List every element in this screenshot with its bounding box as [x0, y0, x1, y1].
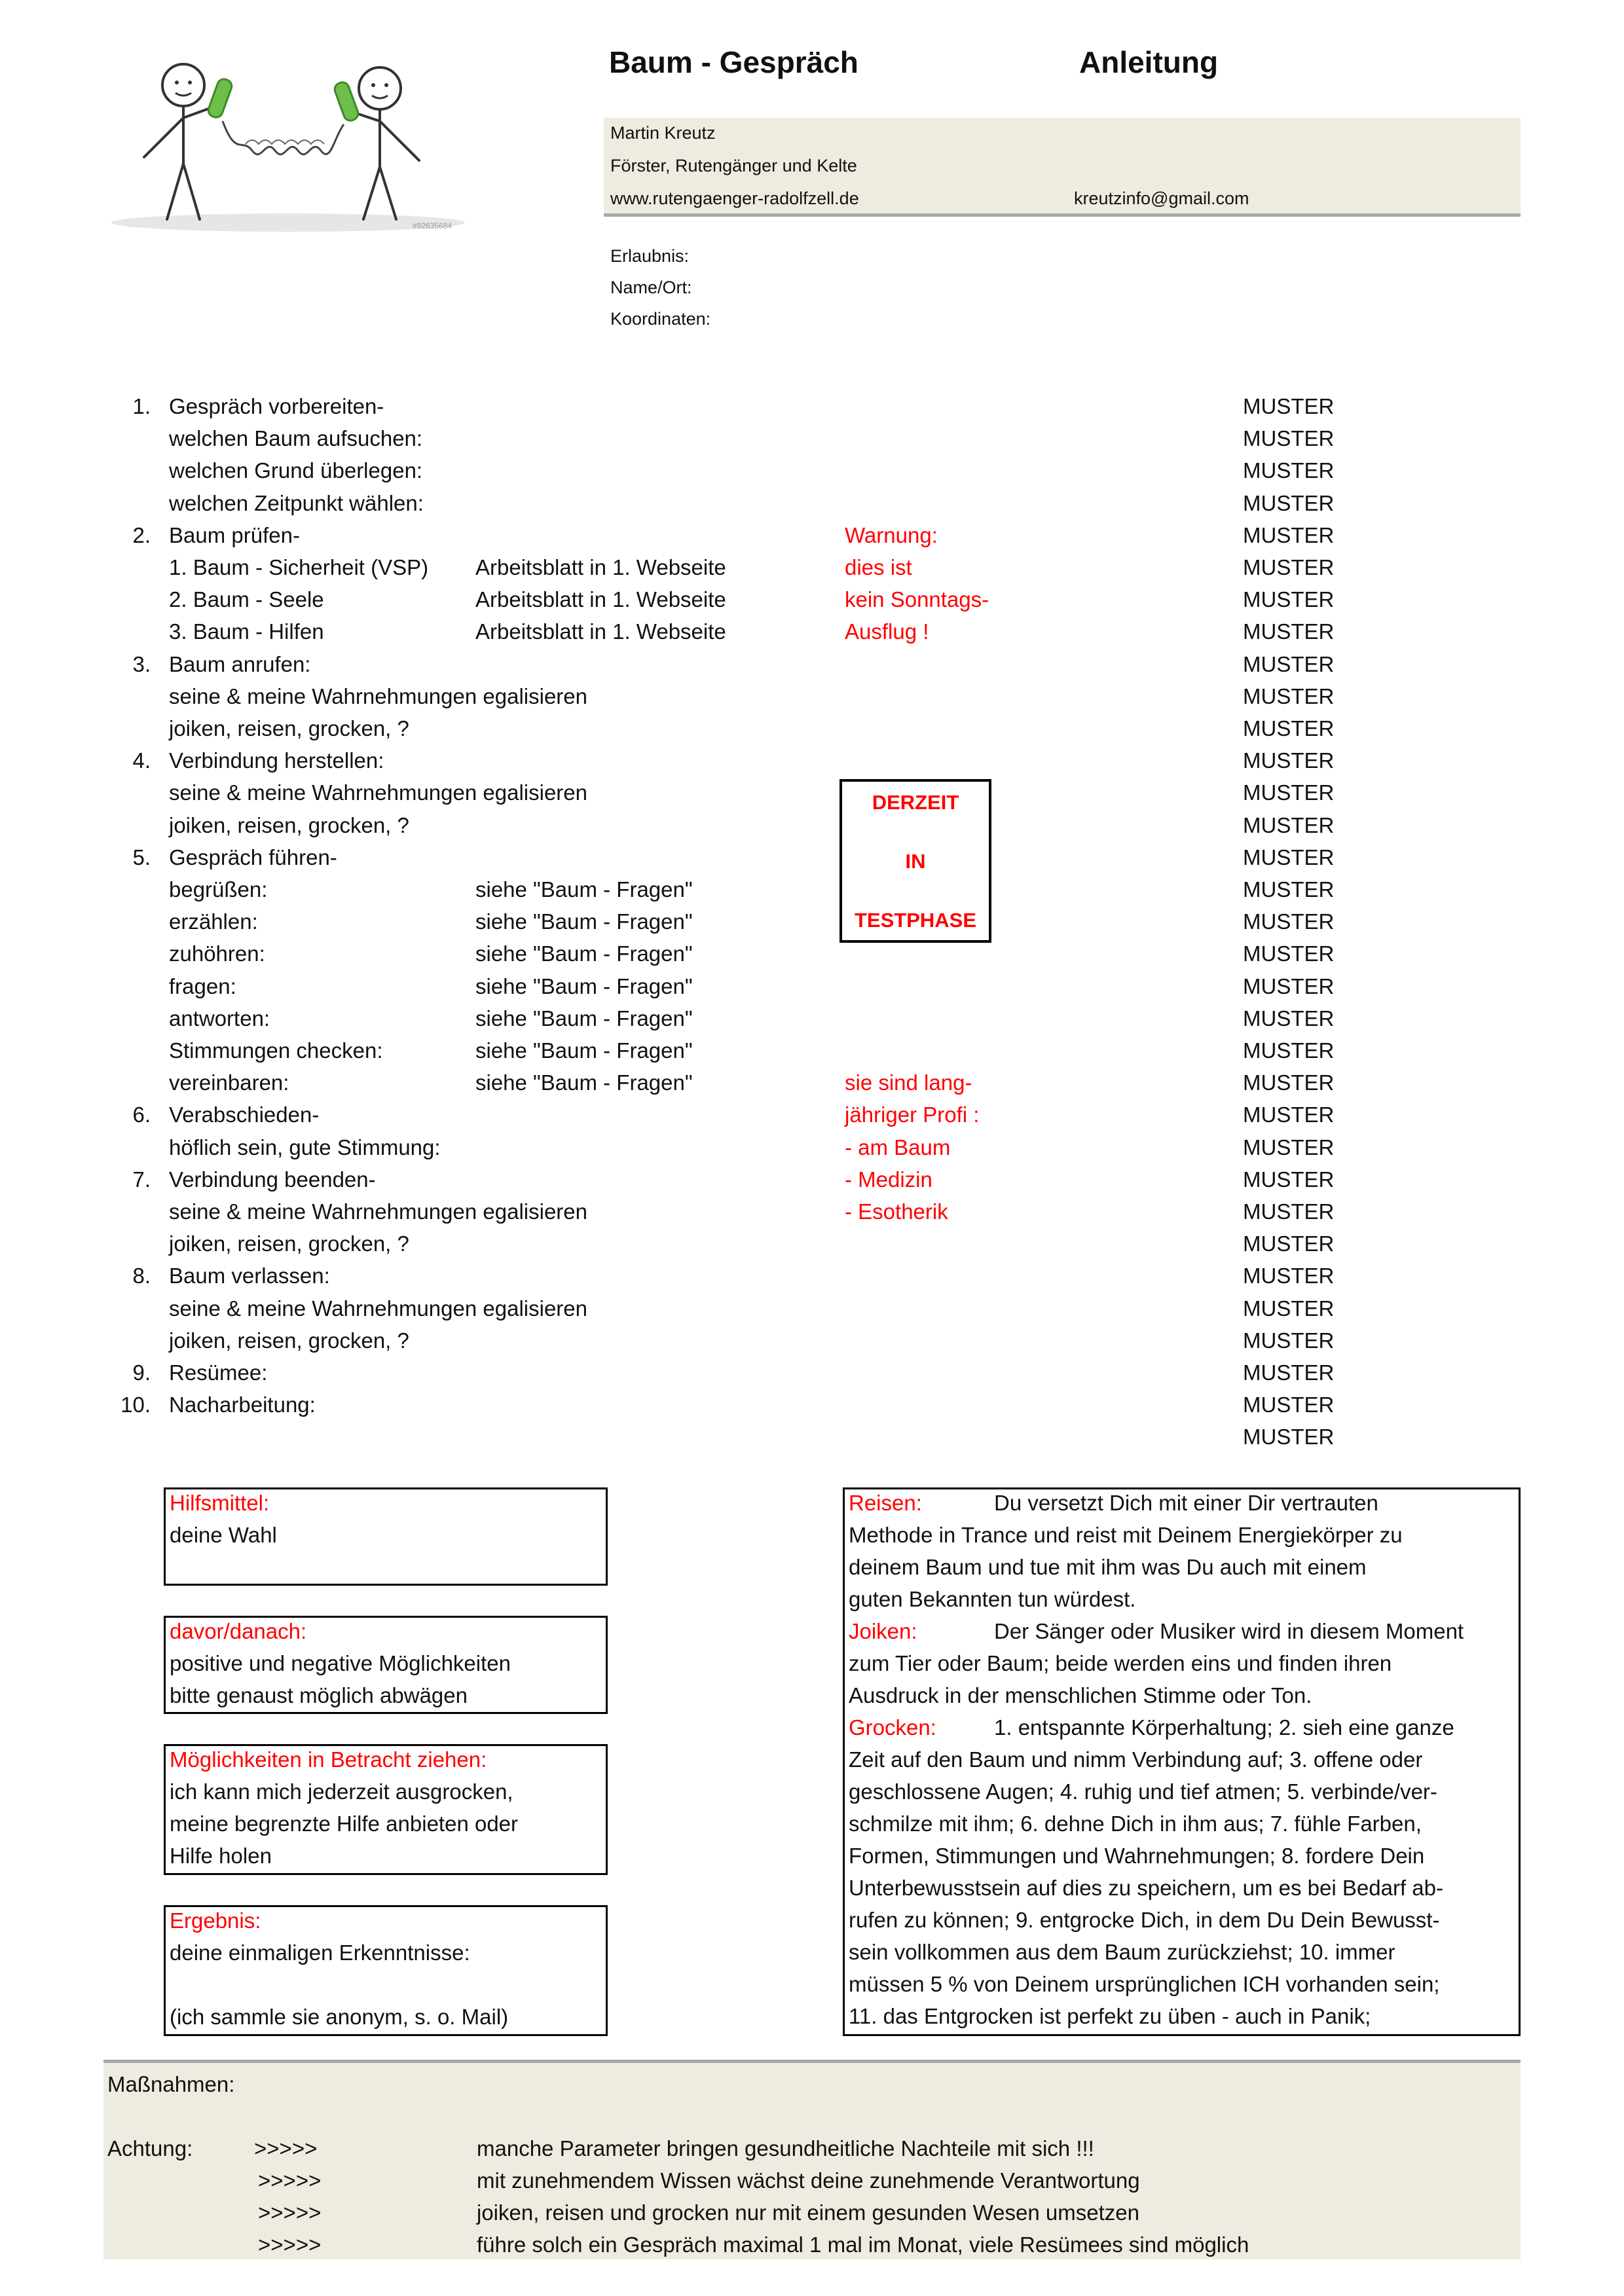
step-text: 1. Baum - Sicherheit (VSP): [169, 555, 429, 579]
step-number: 7.: [132, 1167, 151, 1192]
muster-label: MUSTER: [1243, 813, 1335, 837]
step-text: joiken, reisen, grocken, ?: [169, 813, 409, 837]
step-text: begrüßen:: [169, 877, 268, 902]
test-phase-line-3: TESTPHASE: [854, 909, 977, 932]
step-number: 2.: [132, 523, 151, 547]
method-term: Joiken:: [849, 1619, 917, 1643]
step-text: Nacharbeitung:: [169, 1393, 316, 1417]
step-reference: Arbeitsblatt in 1. Webseite: [475, 587, 726, 611]
step-note: dies ist: [845, 555, 912, 579]
measures-band: [103, 2060, 1521, 2259]
step-text: joiken, reisen, grocken, ?: [169, 1231, 409, 1256]
author-name: Martin Kreutz: [610, 123, 716, 143]
step-text: Stimmungen checken:: [169, 1038, 383, 1063]
arrow-marker: >>>>>: [254, 2136, 318, 2160]
step-text: Verbindung herstellen:: [169, 748, 384, 773]
muster-label: MUSTER: [1243, 780, 1335, 805]
step-number: 1.: [132, 394, 151, 418]
muster-label: MUSTER: [1243, 1167, 1335, 1192]
box-line: positive und negative Möglichkeiten: [170, 1651, 511, 1675]
step-text: höflich sein, gute Stimmung:: [169, 1135, 441, 1159]
step-text: 3. Baum - Hilfen: [169, 619, 324, 644]
muster-label: MUSTER: [1243, 587, 1335, 611]
muster-label: MUSTER: [1243, 426, 1335, 450]
step-text: antworten:: [169, 1006, 270, 1030]
step-text: seine & meine Wahrnehmungen egalisieren: [169, 1296, 587, 1321]
arrow-marker: >>>>>: [258, 2232, 322, 2257]
step-number: 9.: [132, 1360, 151, 1385]
image-id-label: #92635684: [413, 221, 452, 230]
box-title: Hilfsmittel:: [170, 1491, 270, 1515]
warning-line: mit zunehmendem Wissen wächst deine zunehmende Verantwortung: [477, 2168, 1140, 2193]
methods-box: [843, 1487, 1521, 2036]
step-text: fragen:: [169, 974, 236, 998]
test-phase-line-2: IN: [905, 850, 926, 873]
author-profession: Förster, Rutengänger und Kelte: [610, 156, 857, 175]
box-moeglichkeiten: [164, 1744, 608, 1875]
muster-label: MUSTER: [1243, 1038, 1335, 1063]
method-line: sein vollkommen aus dem Baum zurückziehst; 10. immer: [849, 1940, 1395, 1964]
muster-label: MUSTER: [1243, 1135, 1335, 1159]
muster-label: MUSTER: [1243, 684, 1335, 708]
muster-label: MUSTER: [1243, 1199, 1335, 1224]
muster-label: MUSTER: [1243, 619, 1335, 644]
measures-label: Maßnahmen:: [107, 2072, 235, 2096]
step-text: welchen Baum aufsuchen:: [169, 426, 423, 450]
arrow-marker: >>>>>: [258, 2200, 322, 2225]
box-title: davor/danach:: [170, 1619, 307, 1643]
muster-label: MUSTER: [1243, 458, 1335, 483]
box-line: deine einmaligen Erkenntnisse:: [170, 1941, 470, 1965]
box-hilfsmittel: [164, 1487, 608, 1586]
author-info-band: [604, 118, 1521, 217]
step-reference: siehe "Baum - Fragen": [475, 974, 693, 998]
step-text: seine & meine Wahrnehmungen egalisieren: [169, 684, 587, 708]
method-line: rufen zu können; 9. entgrocke Dich, in dem Du Dein Bewusst-: [849, 1908, 1440, 1932]
step-reference: siehe "Baum - Fragen": [475, 909, 693, 934]
muster-label: MUSTER: [1243, 491, 1335, 515]
method-line: guten Bekannten tun würdest.: [849, 1587, 1136, 1611]
test-phase-line-1: DERZEIT: [872, 791, 959, 814]
step-text: vereinbaren:: [169, 1070, 289, 1095]
author-email[interactable]: kreutzinfo@gmail.com: [1074, 189, 1249, 208]
method-line: geschlossene Augen; 4. ruhig und tief atmen; 5. verbinde/ver-: [849, 1779, 1437, 1804]
muster-label: MUSTER: [1243, 1393, 1335, 1417]
step-reference: Arbeitsblatt in 1. Webseite: [475, 619, 726, 644]
muster-label: MUSTER: [1243, 523, 1335, 547]
step-reference: siehe "Baum - Fragen": [475, 1006, 693, 1030]
step-text: erzählen:: [169, 909, 258, 934]
method-term: Grocken:: [849, 1715, 936, 1740]
muster-label: MUSTER: [1243, 941, 1335, 966]
step-text: Baum prüfen-: [169, 523, 300, 547]
step-note: kein Sonntags-: [845, 587, 989, 611]
method-line: Ausdruck in der menschlichen Stimme oder Ton.: [849, 1683, 1312, 1707]
step-note: Warnung:: [845, 523, 938, 547]
step-text: joiken, reisen, grocken, ?: [169, 716, 409, 740]
muster-label: MUSTER: [1243, 1070, 1335, 1095]
step-number: 8.: [132, 1264, 151, 1288]
muster-label: MUSTER: [1243, 555, 1335, 579]
box-line: bitte genaust möglich abwägen: [170, 1683, 468, 1707]
muster-label: MUSTER: [1243, 748, 1335, 773]
method-line: 11. das Entgrocken ist perfekt zu üben - auch in Panik;: [849, 2004, 1371, 2028]
box-line: meine begrenzte Hilfe anbieten oder: [170, 1812, 519, 1836]
box-ergebnis: [164, 1905, 608, 2036]
muster-label: MUSTER: [1243, 1425, 1335, 1449]
author-website[interactable]: www.rutengaenger-radolfzell.de: [610, 189, 859, 208]
step-number: 10.: [120, 1393, 151, 1417]
muster-label: MUSTER: [1243, 1102, 1335, 1127]
step-reference: siehe "Baum - Fragen": [475, 1070, 693, 1095]
warning-label: Achtung:: [107, 2136, 193, 2160]
step-text: Baum anrufen:: [169, 652, 311, 676]
muster-label: MUSTER: [1243, 1264, 1335, 1288]
muster-label: MUSTER: [1243, 1296, 1335, 1321]
coordinates-label: Koordinaten:: [610, 309, 711, 329]
muster-label: MUSTER: [1243, 1360, 1335, 1385]
name-place-label: Name/Ort:: [610, 278, 692, 297]
phone-call-illustration: [105, 59, 471, 236]
muster-label: MUSTER: [1243, 909, 1335, 934]
method-line: Unterbewusstsein auf dies zu speichern, um es bei Bedarf ab-: [849, 1876, 1443, 1900]
step-number: 6.: [132, 1102, 151, 1127]
method-line: Formen, Stimmungen und Wahrnehmungen; 8. fordere Dein: [849, 1844, 1425, 1868]
permission-label: Erlaubnis:: [610, 246, 690, 266]
document-subtitle: Anleitung: [1079, 45, 1219, 79]
box-title: Möglichkeiten in Betracht ziehen:: [170, 1747, 487, 1772]
muster-label: MUSTER: [1243, 1328, 1335, 1353]
method-line: Der Sänger oder Musiker wird in diesem Moment: [994, 1619, 1464, 1643]
muster-label: MUSTER: [1243, 652, 1335, 676]
method-line: zum Tier oder Baum; beide werden eins und finden ihren: [849, 1651, 1392, 1675]
step-text: Gespräch vorbereiten-: [169, 394, 384, 418]
step-number: 3.: [132, 652, 151, 676]
step-reference: Arbeitsblatt in 1. Webseite: [475, 555, 726, 579]
step-text: Gespräch führen-: [169, 845, 337, 869]
box-line: ich kann mich jederzeit ausgrocken,: [170, 1779, 513, 1804]
step-text: Verabschieden-: [169, 1102, 320, 1127]
step-text: 2. Baum - Seele: [169, 587, 324, 611]
step-note: Ausflug !: [845, 619, 929, 644]
warning-line: führe solch ein Gespräch maximal 1 mal im Monat, viele Resümees sind möglich: [477, 2232, 1249, 2257]
step-text: welchen Zeitpunkt wählen:: [169, 491, 424, 515]
muster-label: MUSTER: [1243, 845, 1335, 869]
step-text: Resümee:: [169, 1360, 268, 1385]
step-number: 4.: [132, 748, 151, 773]
warning-line: manche Parameter bringen gesundheitliche Nachteile mit sich !!!: [477, 2136, 1094, 2160]
muster-label: MUSTER: [1243, 974, 1335, 998]
arrow-marker: >>>>>: [258, 2168, 322, 2193]
step-text: zuhöhren:: [169, 941, 265, 966]
step-note: - Esotherik: [845, 1199, 948, 1224]
step-text: welchen Grund überlegen:: [169, 458, 423, 483]
muster-label: MUSTER: [1243, 877, 1335, 902]
method-term: Reisen:: [849, 1491, 922, 1515]
step-number: 5.: [132, 845, 151, 869]
box-line: (ich sammle sie anonym, s. o. Mail): [170, 2005, 509, 2029]
method-line: Zeit auf den Baum und nimm Verbindung auf; 3. offene oder: [849, 1747, 1423, 1772]
step-reference: siehe "Baum - Fragen": [475, 941, 693, 966]
method-line: schmilze mit ihm; 6. dehne Dich in ihm aus; 7. fühle Farben,: [849, 1812, 1422, 1836]
method-line: Methode in Trance und reist mit Deinem Energiekörper zu: [849, 1523, 1403, 1547]
method-line: Du versetzt Dich mit einer Dir vertrauten: [994, 1491, 1378, 1515]
method-line: müssen 5 % von Deinem ursprünglichen ICH vorhanden sein;: [849, 1972, 1440, 1996]
warning-line: joiken, reisen und grocken nur mit einem gesunden Wesen umsetzen: [477, 2200, 1139, 2225]
method-line: 1. entspannte Körperhaltung; 2. sieh eine ganze: [994, 1715, 1454, 1740]
box-line: deine Wahl: [170, 1523, 277, 1547]
step-text: Baum verlassen:: [169, 1264, 330, 1288]
document-title: Baum - Gespräch: [609, 45, 858, 79]
method-line: deinem Baum und tue mit ihm was Du auch mit einem: [849, 1555, 1367, 1579]
step-reference: siehe "Baum - Fragen": [475, 877, 693, 902]
step-text: joiken, reisen, grocken, ?: [169, 1328, 409, 1353]
muster-label: MUSTER: [1243, 394, 1335, 418]
step-reference: siehe "Baum - Fragen": [475, 1038, 693, 1063]
step-note: jähriger Profi :: [845, 1102, 980, 1127]
step-note: - Medizin: [845, 1167, 932, 1192]
muster-label: MUSTER: [1243, 716, 1335, 740]
test-phase-box: [840, 779, 991, 943]
step-text: seine & meine Wahrnehmungen egalisieren: [169, 1199, 587, 1224]
step-note: sie sind lang-: [845, 1070, 972, 1095]
box-line: Hilfe holen: [170, 1844, 272, 1868]
box-title: Ergebnis:: [170, 1908, 261, 1933]
muster-label: MUSTER: [1243, 1231, 1335, 1256]
muster-label: MUSTER: [1243, 1006, 1335, 1030]
box-davor-danach: [164, 1616, 608, 1714]
step-note: - am Baum: [845, 1135, 951, 1159]
step-text: seine & meine Wahrnehmungen egalisieren: [169, 780, 587, 805]
step-text: Verbindung beenden-: [169, 1167, 376, 1192]
